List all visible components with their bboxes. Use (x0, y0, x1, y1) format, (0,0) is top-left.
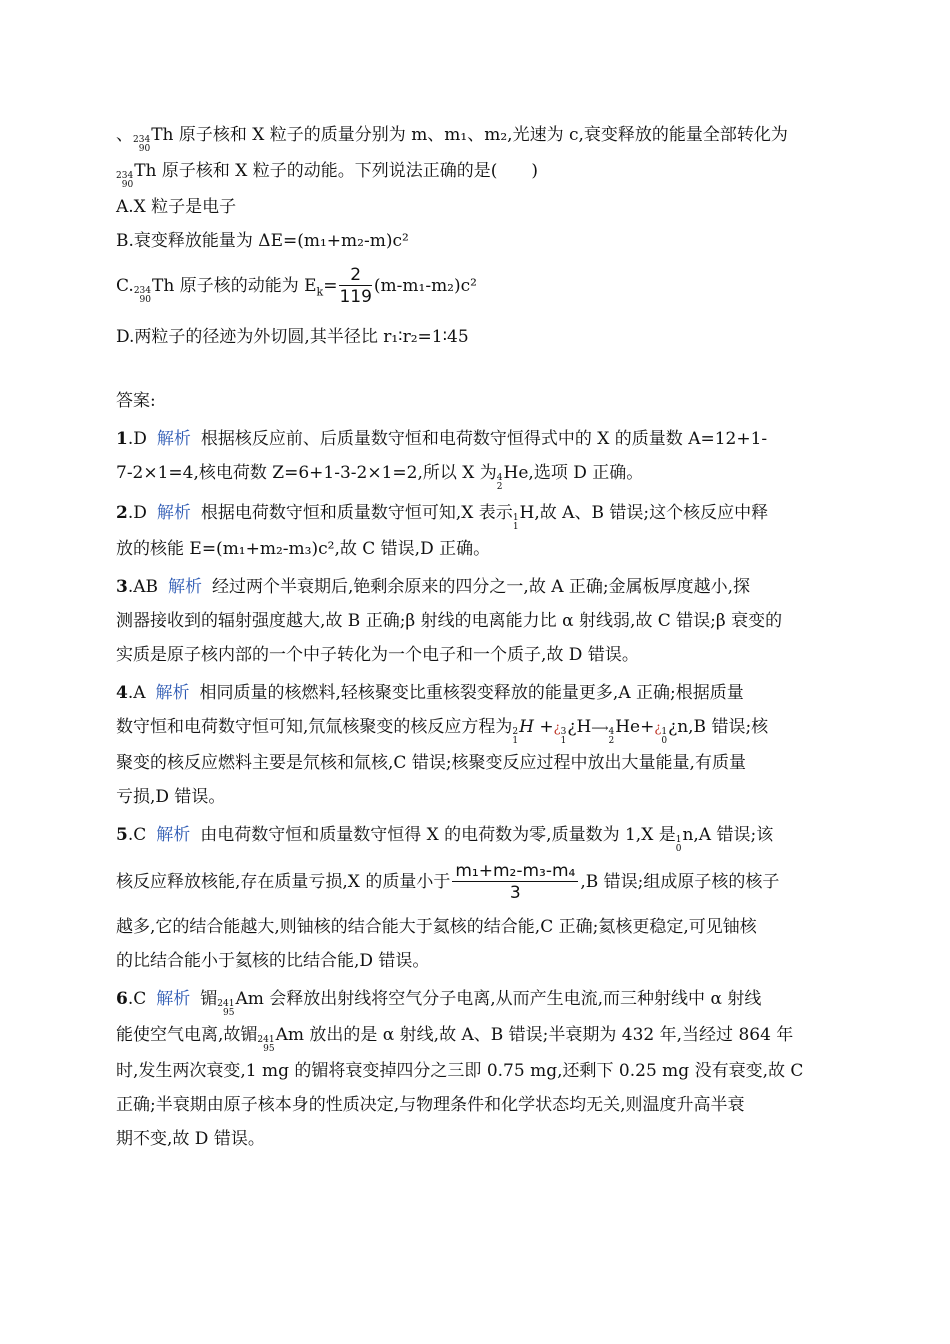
text: Th 原子核和 X 粒子的质量分别为 m、m₁、m₂,光速为 c,衰变释放的能量全部转化为 (151, 125, 788, 145)
analysis-tag: 解析 (156, 989, 191, 1010)
answer-item-4: 4.A 解析 相同质量的核燃料,轻核聚变比重核裂变释放的能量更多,A 正确;根据质量 数守恒和电荷数守恒可知,氘氚核聚变的核反应方程为 2 1 H +¿ 3 1 ¿H⟶ 4 2 He+¿ 1 0 ¿n,B 错误;核 聚变的核反应燃料主要是氘核和氚核,C 错误;核聚变反应过程中放出大量能量,有质量 亏损,D 错误。 (116, 683, 769, 808)
answer-item-2: 2.D 解析 根据电荷数守恒和质量数守恒可知,X 表示 1 1 H,故 A、B 错误;这个核反应中释 放的核能 E=(m₁+m₂-m₃)c²,故 C 错误,D 正确。 (116, 503, 769, 560)
answer-item-5: 5.C 解析 由电荷数守恒和质量数守恒得 X 的电荷数为零,质量数为 1,X 是 1 0 n,A 错误;该 核反应释放核能,存在质量亏损,X 的质量小于 $\frac{\text{m₁+m₂-m₃-m₄}}{3}$ ,B 错误;组成原子核的核子 越多,它的结合能越大,则铀核的结合能大于氦核的结合能,C 正确;氦核更稳定,可见铀核 的比结合能小于氦核的比结合能,D 错误。 (116, 825, 780, 972)
h-isotope: 1 1 (512, 513, 519, 533)
fraction: $\frac{2}{119}$ (339, 265, 372, 307)
document-page (116, 118, 836, 1156)
answer-number: 5 (116, 825, 128, 846)
am-isotope: 241 95 (217, 999, 235, 1019)
answer-number: 4 (116, 683, 128, 704)
analysis-tag: 解析 (156, 825, 191, 846)
analysis-tag: 解析 (156, 429, 191, 450)
th-isotope: 234 90 (133, 135, 151, 154)
reaction-arrow-icon: ⟶ (591, 721, 609, 736)
text: 、 (116, 125, 133, 145)
answer-number: 2 (116, 503, 128, 524)
answer-item-1: 1.D 解析 根据核反应前、后质量数守恒和电荷数守恒得式中的 X 的质量数 A=12+1- 7-2×1=4,核电荷数 Z=6+1-3-2×1=2,所以 X 为 4 2 He,选项 D 正确。 (116, 429, 768, 493)
analysis-tag: 解析 (156, 503, 191, 524)
analysis-tag: 解析 (155, 683, 190, 704)
answer-number: 3 (116, 577, 128, 598)
he-isotope: 4 2 (496, 473, 503, 493)
question-line-2 (116, 154, 836, 190)
answer-number: 1 (116, 429, 128, 450)
answers-label: 答案: (116, 391, 156, 412)
option-c: C. 234 90 Th 原子核的动能为 $E_k=$ $\frac{2}{119}$ (m-m₁-m₂)c² (116, 265, 477, 307)
option-b: B.衰变释放能量为 ΔE=(m₁+m₂-m)c² (116, 231, 409, 251)
th-isotope: 234 90 (133, 286, 151, 305)
n-isotope: 1 0 (675, 835, 682, 855)
answer-number: 6 (116, 989, 128, 1010)
fraction: $\frac{\text{m₁+m₂-m₃-m₄}}{3}$ (452, 861, 578, 904)
option-a: A.X 粒子是电子 (116, 197, 237, 217)
question-line-1 (116, 118, 836, 154)
answer-item-6: 6.C 解析 镅 241 95 Am 会释放出射线将空气分子电离,从而产生电流,而三种射线中 α 射线 能使空气电离,故镅 241 95 Am 放出的是 α 射线,故 A、B 错误;半衰期为 432 年,当经过 864 年 时,发生两次衰变,1 mg 的镅将衰变掉四分之三即 0.75 mg,还剩下 0.25 mg 没有衰变,故 C 正确;半衰期由原子核本身的性质决定,与物理条件和化学状态均无关,则温度升高半衰 期不变,故 D 错误。 (116, 989, 804, 1150)
answer-item-3: 3.AB 解析 经过两个半衰期后,铯剩余原来的四分之一,故 A 正确;金属板厚度越小,探 测器接收到的辐射强度越大,故 B 正确;β 射线的电离能力比 α 射线弱,故 C 错误;β 衰变的 实质是原子核内部的一个中子转化为一个电子和一个质子,故 D 错误。 (116, 577, 783, 666)
analysis-tag: 解析 (168, 577, 203, 598)
th-isotope: 234 90 (116, 171, 134, 190)
am-isotope: 241 95 (257, 1035, 275, 1055)
text: Th 原子核和 X 粒子的动能。下列说法正确的是( ) (134, 161, 539, 181)
option-d: D.两粒子的径迹为外切圆,其半径比 r₁∶r₂=1∶45 (116, 327, 469, 348)
